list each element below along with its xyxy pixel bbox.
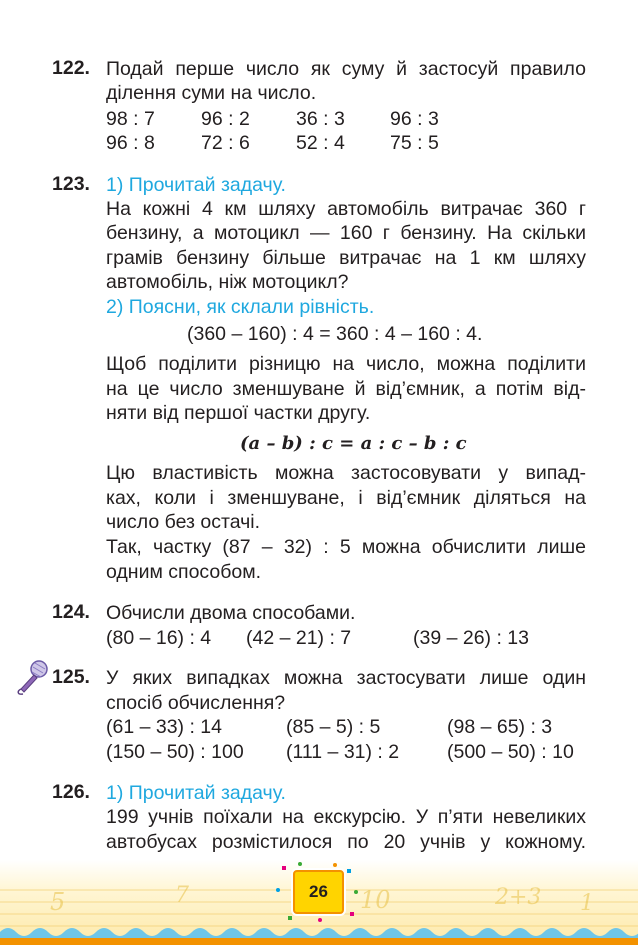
note-text: число без остачі. [106, 511, 261, 533]
expression: (85 – 5) : 5 [286, 716, 381, 738]
note-text: одним способом. [106, 561, 262, 583]
task-number: 124. [52, 601, 90, 623]
problem-text: бензину, а мотоцикл — 160 г бензину. На скільки [106, 222, 586, 244]
expression: 98 : 7 [106, 108, 155, 130]
step-instruction: 2) Поясни, як склали рівність. [106, 296, 375, 318]
expression: 75 : 5 [390, 132, 439, 154]
problem-text: автомобіль, ніж мотоцикл? [106, 271, 349, 293]
expression: 96 : 2 [201, 108, 250, 130]
equation: (360 – 160) : 4 = 360 : 4 – 160 : 4. [187, 323, 483, 345]
task-text: Обчисли двома способами. [106, 602, 356, 624]
note-text: ках, коли і зменшуване, і від’ємник діляться на [106, 487, 586, 509]
rule-text: на це число зменшуване й від’ємник, а потім від- [106, 378, 586, 400]
problem-text: грамів бензину більше витрачає на 1 км шляху [106, 247, 586, 269]
expression: 72 : 6 [201, 132, 250, 154]
problem-text: автобусах розмістилося по 20 учнів у кожному. [106, 831, 586, 853]
doodle-number: 2+3 [495, 885, 542, 910]
expression: (39 – 26) : 13 [413, 627, 529, 649]
expression: 96 : 3 [390, 108, 439, 130]
task-text: У яких випадках можна застосувати лише один [106, 667, 586, 689]
formula: (a – b) : c = a : c – b : c [240, 433, 467, 454]
problem-text: На кожні 4 км шляху автомобіль витрачає 360 г [106, 198, 586, 220]
expression: 52 : 4 [296, 132, 345, 154]
expression: (150 – 50) : 100 [106, 741, 244, 763]
doodle-number: 7 [175, 883, 189, 908]
task-text: спосіб обчислення? [106, 692, 286, 714]
rule-text: няти від першої частки другу. [106, 402, 371, 424]
task-text: ділення суми на число. [106, 82, 317, 104]
expression: 96 : 8 [106, 132, 155, 154]
task-number: 125. [52, 666, 90, 688]
expression: (98 – 65) : 3 [447, 716, 553, 738]
task-text: Подай перше число як суму й застосуй правило [106, 58, 586, 80]
step-instruction: 1) Прочитай задачу. [106, 782, 286, 804]
note-text: Цю властивість можна застосовувати у випад- [106, 462, 586, 484]
microphone-icon [15, 659, 49, 697]
step-instruction: 1) Прочитай задачу. [106, 174, 286, 196]
page-number: 26 [293, 870, 344, 914]
expression: (61 – 33) : 14 [106, 716, 222, 738]
task-number: 123. [52, 173, 90, 195]
note-text: Так, частку (87 – 32) : 5 можна обчислити лише [106, 536, 586, 558]
problem-text: 199 учнів поїхали на екскурсію. У п’яти невеликих [106, 806, 586, 828]
task-number: 126. [52, 781, 90, 803]
expression: (111 – 31) : 2 [286, 741, 400, 763]
doodle-number: 1 [580, 891, 594, 916]
task-number: 122. [52, 57, 90, 79]
expression: 36 : 3 [296, 108, 345, 130]
expression: (500 – 50) : 10 [447, 741, 574, 763]
expression: (42 – 21) : 7 [246, 627, 352, 649]
doodle-number: 5 [50, 888, 66, 916]
expression: (80 – 16) : 4 [106, 627, 212, 649]
doodle-number: 10 [360, 886, 391, 914]
rule-text: Щоб поділити різницю на число, можна поділити [106, 353, 586, 375]
